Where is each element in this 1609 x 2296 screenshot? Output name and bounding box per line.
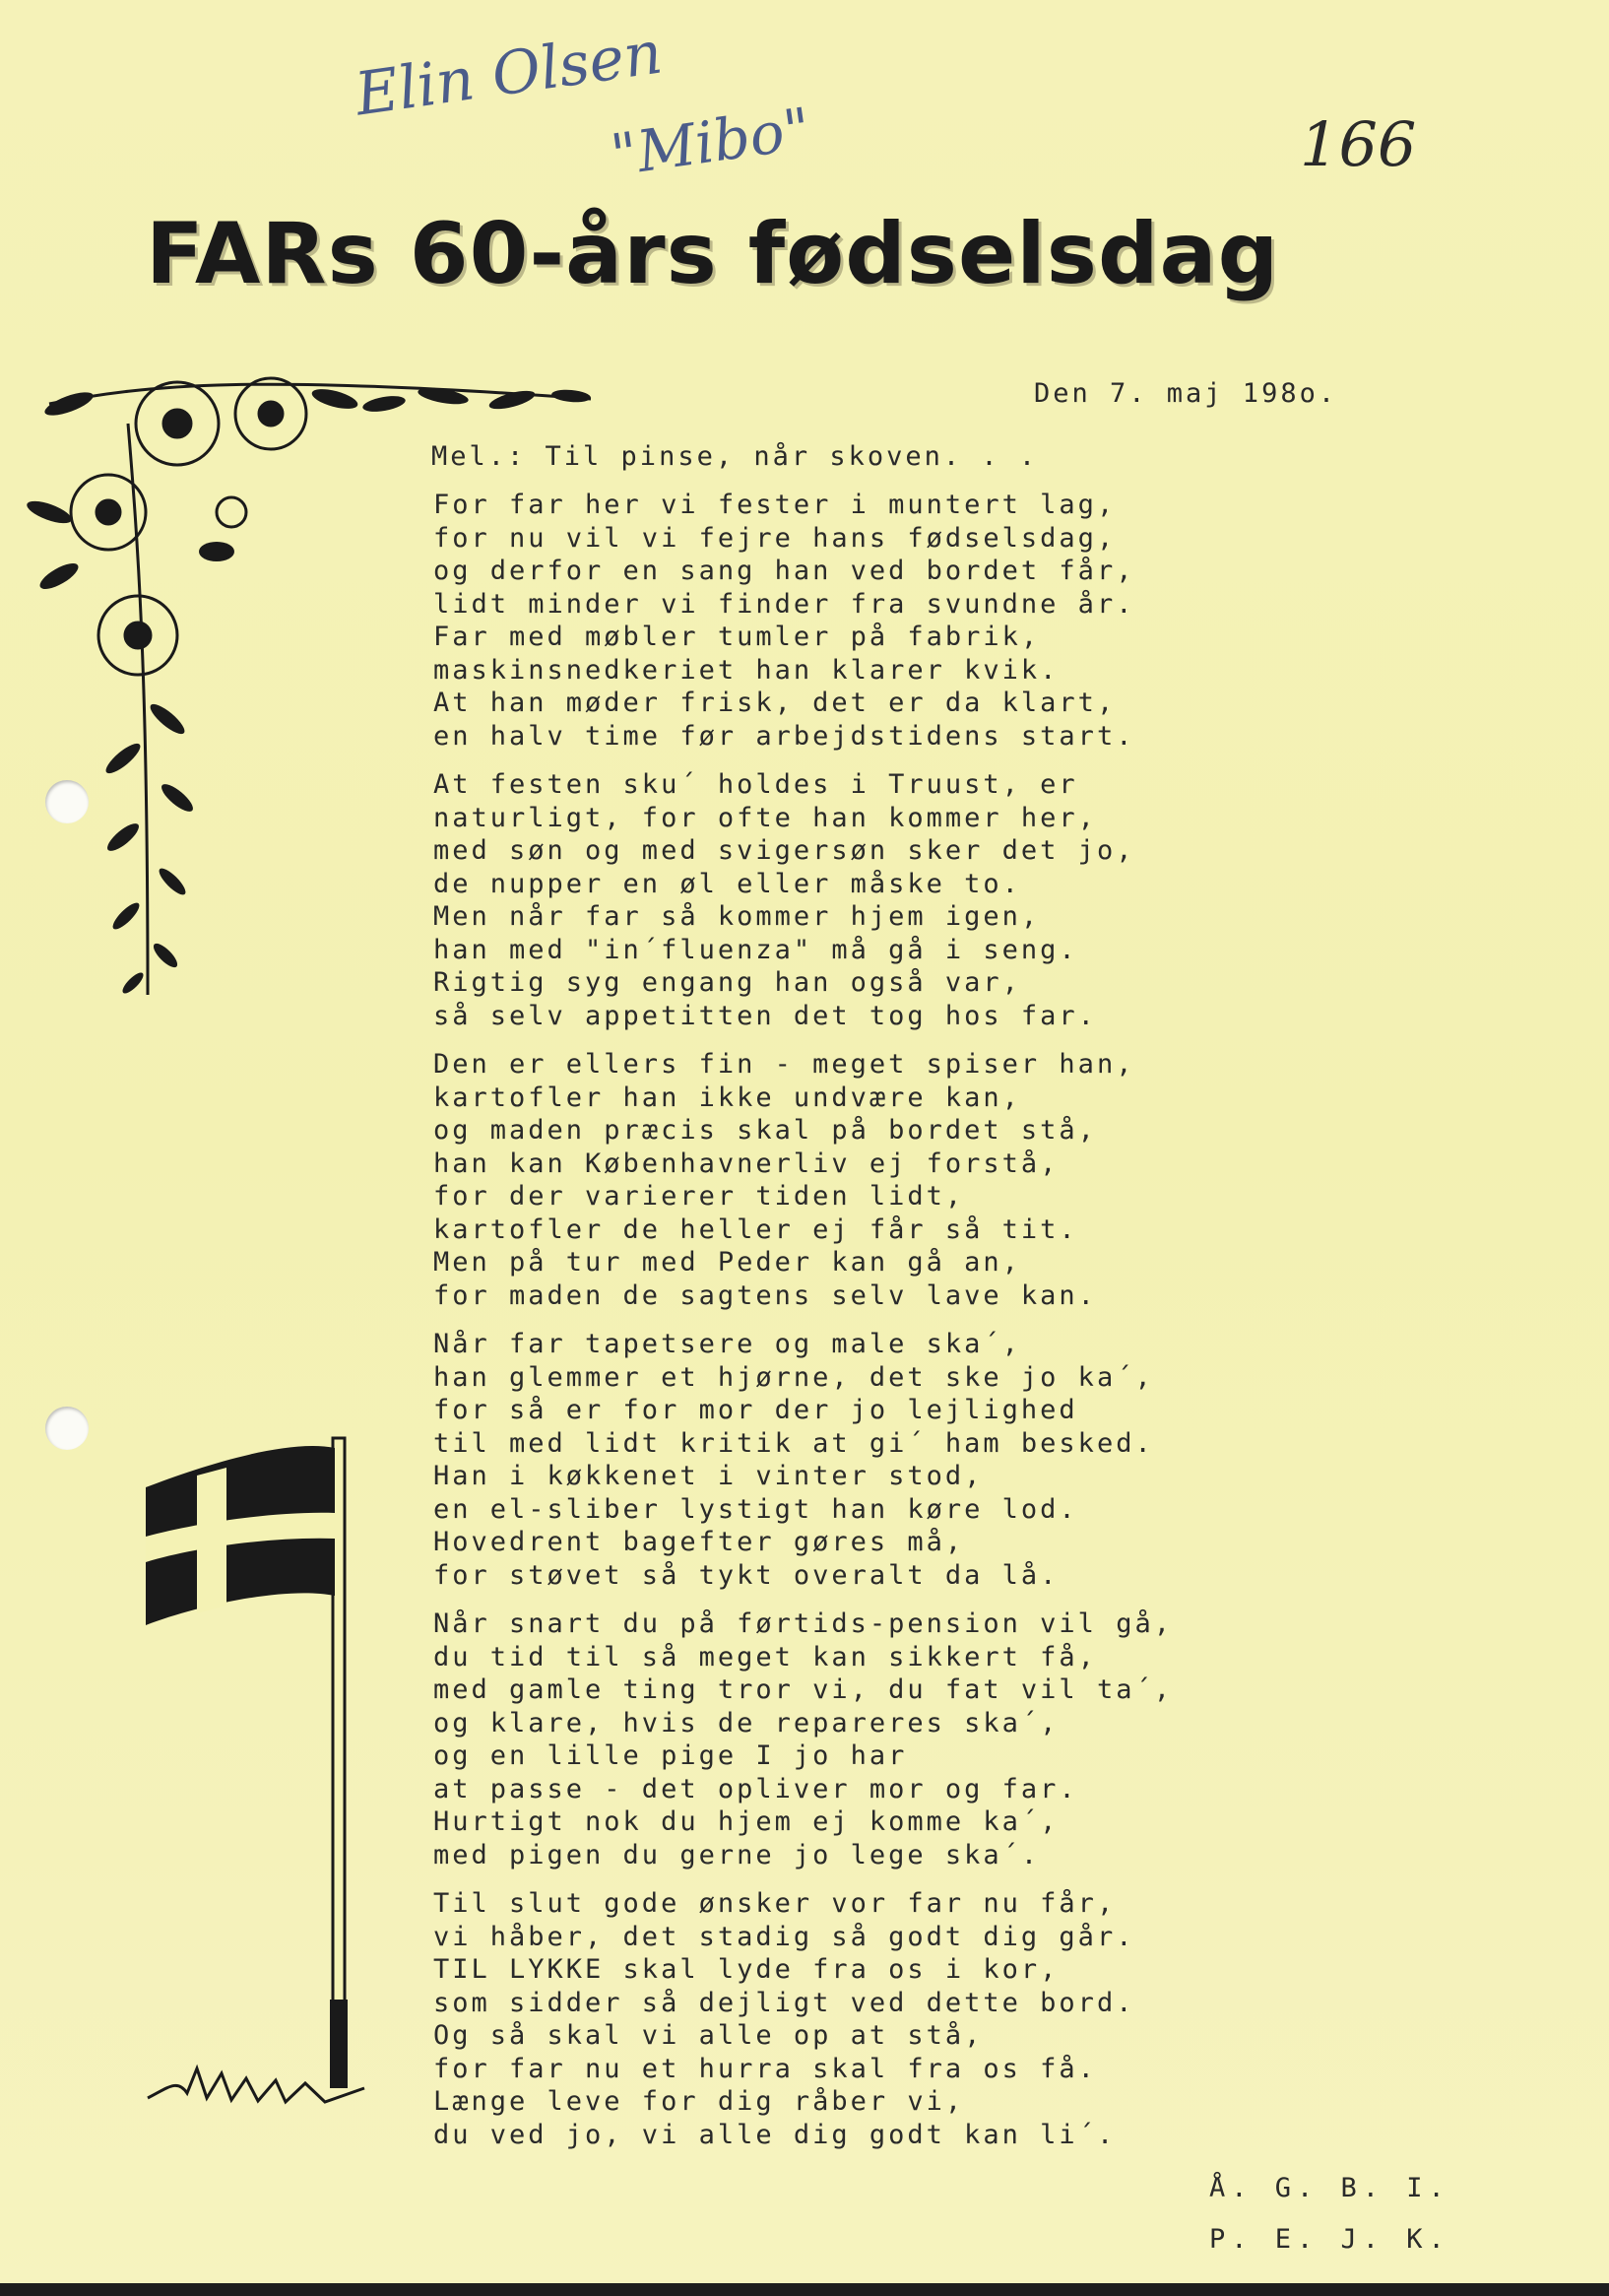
verse-line: han kan Københavnerliv ej forstå, bbox=[433, 1148, 1060, 1179]
handwritten-page-number: 166 bbox=[1300, 108, 1417, 180]
verse-6 bbox=[433, 1887, 1221, 2151]
verse-line: de nupper en øl eller måske to. bbox=[433, 868, 1021, 899]
verse-line: Far med møbler tumler på fabrik, bbox=[433, 622, 1041, 652]
verse-line: og derfor en sang han ved bordet får, bbox=[433, 556, 1135, 586]
verse-line: kartofler de heller ej får så tit. bbox=[433, 1214, 1078, 1245]
verse-4 bbox=[433, 1328, 1221, 1592]
verse-line: så selv appetitten det tog hos far. bbox=[433, 1000, 1097, 1031]
verse-line: Hovedrent bagefter gøres må, bbox=[433, 1527, 965, 1557]
verse-line: maskinsnedkeriet han klarer kvik. bbox=[433, 654, 1060, 686]
verse-line: lidt minder vi finder fra svundne år. bbox=[433, 588, 1135, 620]
verse-line: med gamle ting tror vi, du fat vil ta´, bbox=[433, 1674, 1173, 1705]
handwritten-nickname: "Mibo" bbox=[607, 95, 815, 189]
verse-line: med søn og med svigersøn sker det jo, bbox=[433, 835, 1135, 866]
punch-hole bbox=[45, 780, 89, 823]
verse-line: Til slut gode ønsker vor far nu får, bbox=[433, 1888, 1117, 1919]
verse-line: Længe leve for dig råber vi, bbox=[433, 2086, 965, 2117]
verse-line: vi håber, det stadig så godt dig går. bbox=[433, 1921, 1135, 1952]
verse-line: for nu vil vi fejre hans fødselsdag, bbox=[433, 522, 1117, 554]
date-line: Den 7. maj 198o. bbox=[1034, 378, 1338, 409]
verse-line: en halv time før arbejdstidens start. bbox=[433, 720, 1135, 752]
verse-line: Rigtig syg engang han også var, bbox=[433, 967, 1021, 998]
signature-line-1: Å. G. B. I. bbox=[1209, 2173, 1450, 2203]
signatures bbox=[1209, 2163, 1450, 2265]
verse-line: naturligt, for ofte han kommer her, bbox=[433, 802, 1097, 833]
verse-line: TIL LYKKE skal lyde fra os i kor, bbox=[433, 1954, 1060, 1985]
verse-5 bbox=[433, 1607, 1221, 1871]
verse-line: Men på tur med Peder kan gå an, bbox=[433, 1247, 1021, 1278]
melody-line: Mel.: Til pinse, når skoven. . . bbox=[431, 441, 1039, 472]
verse-line: At festen sku´ holdes i Truust, er bbox=[433, 769, 1078, 800]
song-verses bbox=[433, 489, 1221, 2167]
verse-line: kartofler han ikke undvære kan, bbox=[433, 1082, 1021, 1113]
verse-line: han glemmer et hjørne, det ske jo ka´, bbox=[433, 1361, 1154, 1393]
verse-line: for der varierer tiden lidt, bbox=[433, 1181, 965, 1212]
verse-line: Når far tapetsere og male ska´, bbox=[433, 1329, 1021, 1359]
verse-line: og en lille pige I jo har bbox=[433, 1740, 908, 1771]
verse-line: Når snart du på førtids-pension vil gå, bbox=[433, 1608, 1173, 1639]
verse-line: han med "in´fluenza" må gå i seng. bbox=[433, 934, 1078, 965]
verse-line: Den er ellers fin - meget spiser han, bbox=[433, 1049, 1135, 1080]
scan-edge bbox=[0, 2283, 1609, 2296]
verse-line: for støvet så tykt overalt da lå. bbox=[433, 1559, 1060, 1591]
verse-line: du tid til så meget kan sikkert få, bbox=[433, 1641, 1097, 1673]
verse-line: som sidder så dejligt ved dette bord. bbox=[433, 1987, 1135, 2018]
verse-1 bbox=[433, 489, 1221, 753]
verse-line: med pigen du gerne jo lege ska´. bbox=[433, 1839, 1041, 1870]
punch-hole bbox=[45, 1407, 89, 1450]
verse-line: og klare, hvis de repareres ska´, bbox=[433, 1707, 1060, 1738]
verse-line: for maden de sagtens selv lave kan. bbox=[433, 1279, 1097, 1311]
verse-line: For far her vi fester i muntert lag, bbox=[433, 490, 1117, 520]
verse-line: du ved jo, vi alle dig godt kan li´. bbox=[433, 2119, 1117, 2150]
danish-flag-icon bbox=[138, 1428, 453, 2118]
verse-line: og maden præcis skal på bordet stå, bbox=[433, 1115, 1097, 1146]
verse-line: at passe - det opliver mor og far. bbox=[433, 1773, 1078, 1804]
verse-3 bbox=[433, 1048, 1221, 1312]
verse-line: Og så skal vi alle op at stå, bbox=[433, 2020, 984, 2051]
verse-line: At han møder frisk, det er da klart, bbox=[433, 688, 1117, 718]
verse-line: en el-sliber lystigt han køre lod. bbox=[433, 1493, 1078, 1525]
verse-2 bbox=[433, 768, 1221, 1032]
verse-line: for så er for mor der jo lejlighed bbox=[433, 1395, 1078, 1425]
verse-line: Hurtigt nok du hjem ej komme ka´, bbox=[433, 1806, 1060, 1837]
verse-line: for far nu et hurra skal fra os få. bbox=[433, 2053, 1097, 2084]
page-title: FARs 60-års fødselsdag bbox=[146, 205, 1280, 303]
handwritten-name: Elin Olsen bbox=[351, 18, 667, 130]
verse-line: til med lidt kritik at gi´ ham besked. bbox=[433, 1427, 1154, 1459]
signature-line-2: P. E. J. K. bbox=[1209, 2224, 1450, 2255]
verse-line: Men når far så kommer hjem igen, bbox=[433, 901, 1041, 932]
verse-line: Han i køkkenet i vinter stod, bbox=[433, 1461, 984, 1491]
